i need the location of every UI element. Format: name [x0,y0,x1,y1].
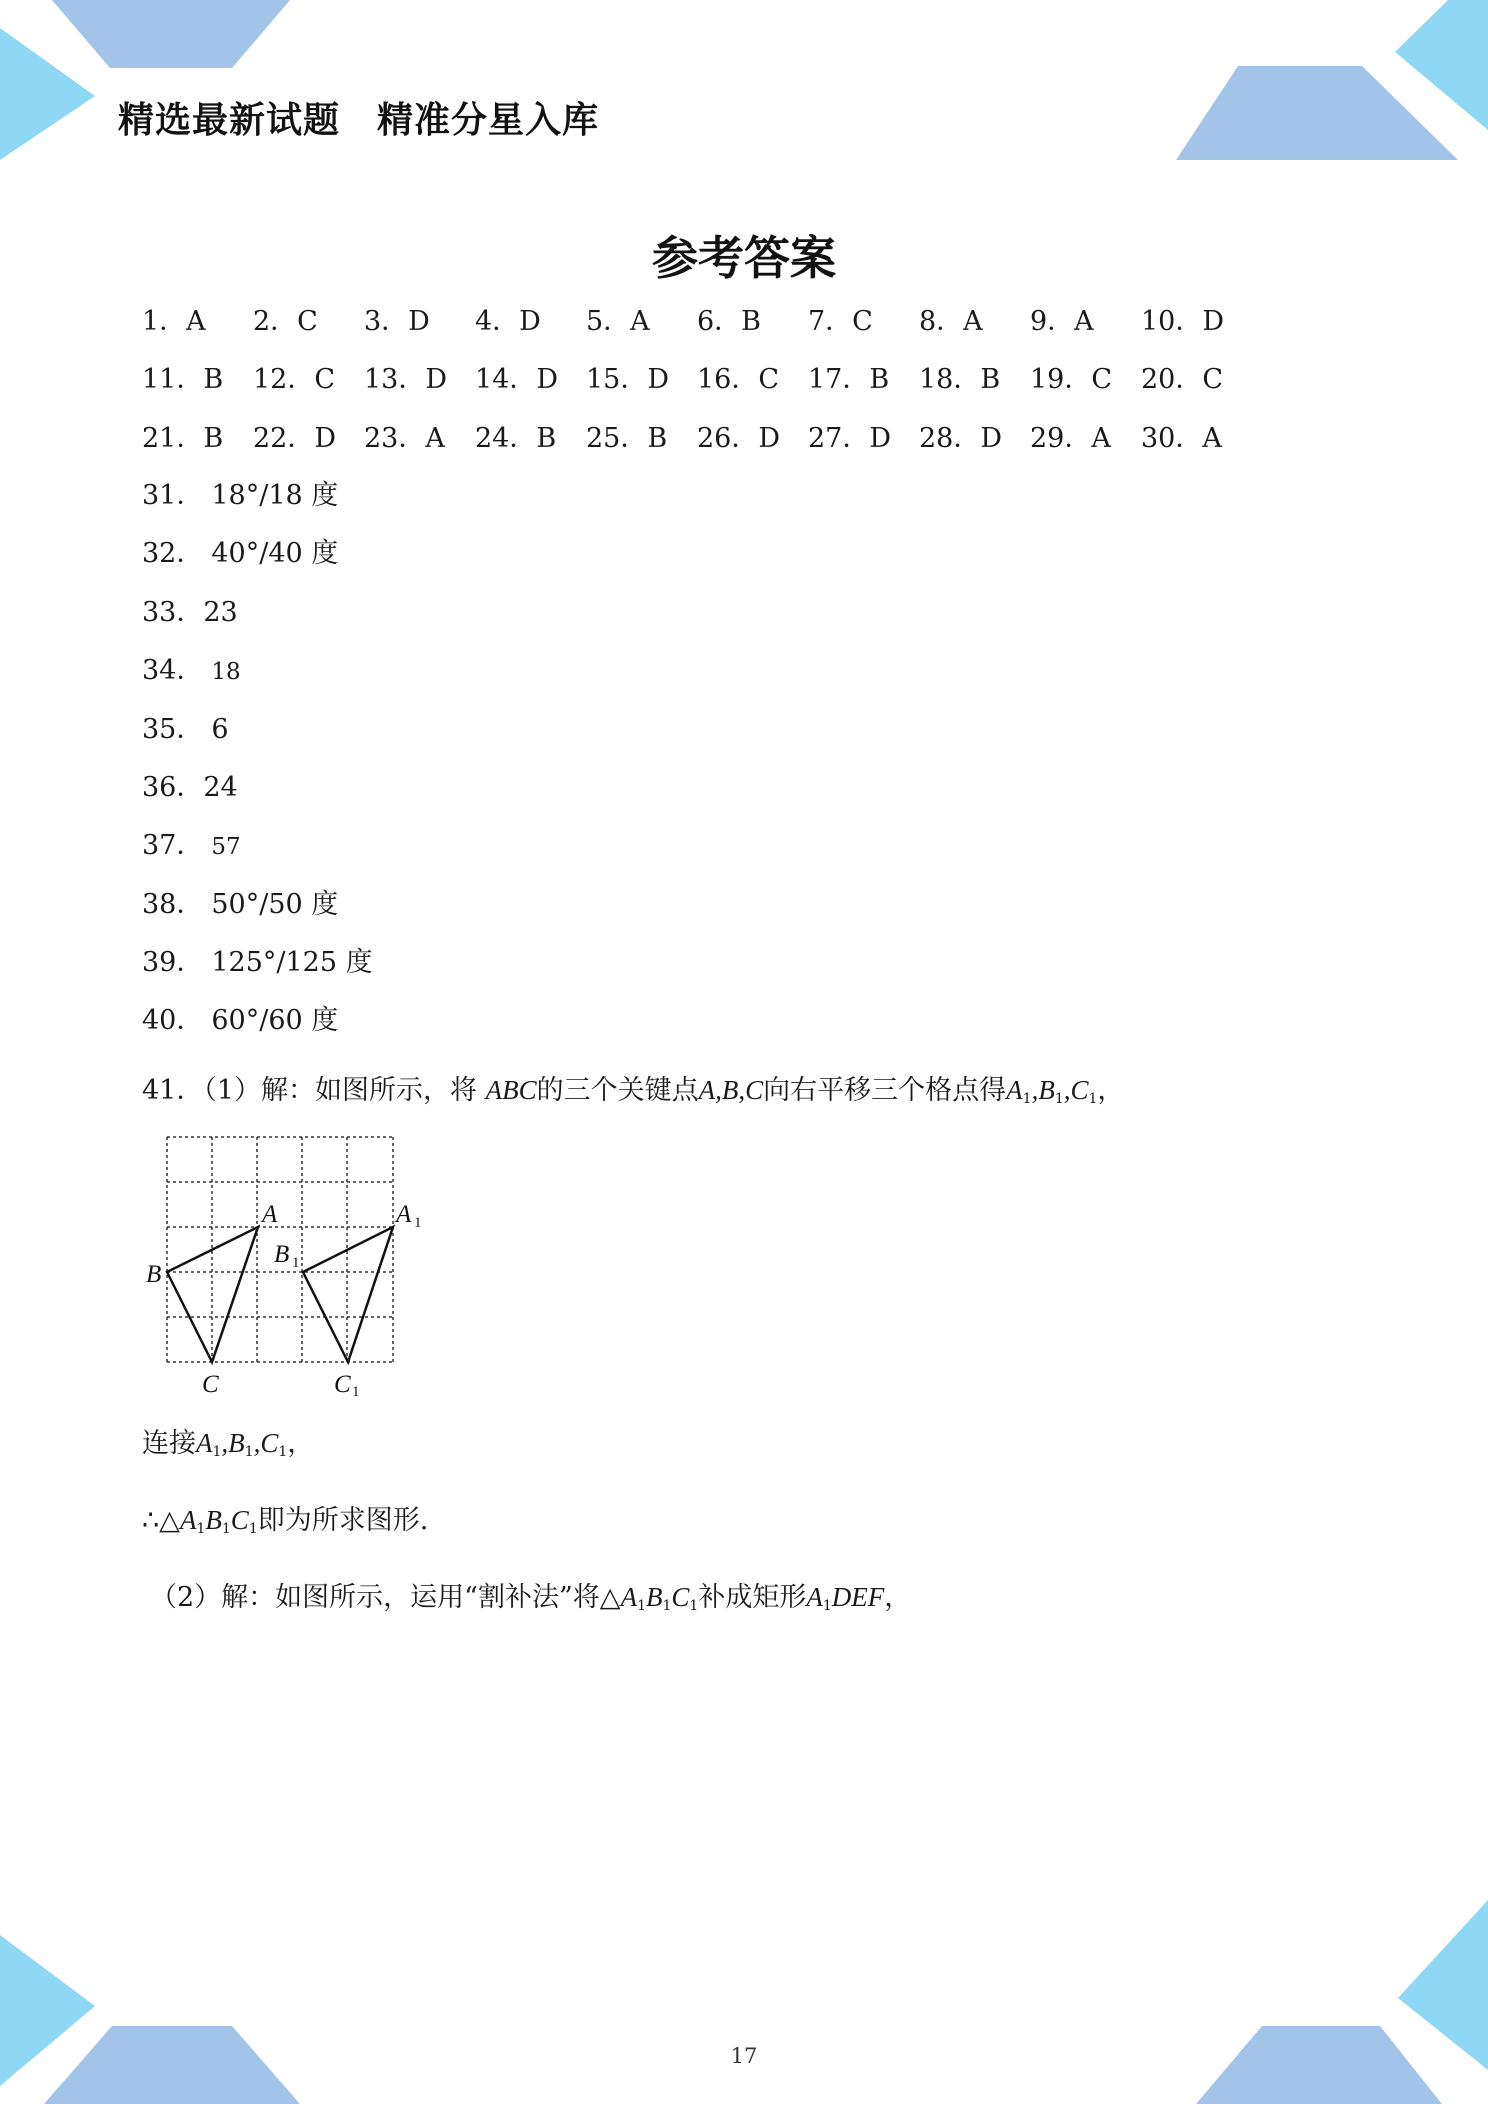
mc-answer: 17．B [808,364,890,395]
mc-answer: 10．D [1141,306,1225,337]
mc-answer: 18．B [919,364,1001,395]
mc-answer: 15．D [586,364,670,395]
mc-answer: 3．D [364,306,430,337]
mc-answer: 27．D [808,423,892,454]
mc-answer: 7．C [808,306,873,337]
label-a1: A [396,1201,412,1228]
mc-answer: 11．B [142,364,224,395]
fill-answer-32: 32． 40°/40 度 [142,538,339,569]
label-c: C [202,1371,219,1398]
mc-answer: 29．A [1030,423,1111,454]
mc-answer: 5．A [586,306,650,337]
label-b: B [146,1261,162,1288]
mc-row-2 [142,363,1252,397]
decor-top-left-trapezoid [52,0,290,68]
mc-answer: 20．C [1141,364,1224,395]
mc-row-3 [142,422,1252,456]
fill-answer-40: 40． 60°/60 度 [142,1005,339,1036]
mc-answer: 1．A [142,306,206,337]
mc-answer: 12．C [253,364,336,395]
page-number: 17 [730,2044,758,2068]
fill-answer-39: 39． 125°/125 度 [142,947,373,978]
mc-answer: 30．A [1141,423,1222,454]
q41-connect-text: 连接$A_1,B_1,C_1$， [142,1428,315,1460]
label-b1-subscript: 1 [292,1255,300,1271]
mc-answer: 4．D [475,306,541,337]
triangle-a1b1c1 [303,1227,393,1362]
translation-figure [138,1130,438,1400]
fill-answer-35: 35． 6 [142,714,229,745]
q41-part1-text: 41．（1）解：如图所示，将 ABC的三个关键点A,B,C向右平移三个格点得$A_1,B_1,C_1$， [142,1075,1125,1107]
mc-answer: 24．B [475,423,557,454]
decor-top-left-triangle [0,28,95,160]
mc-answer: 16．C [697,364,780,395]
mc-answer: 13．D [364,364,448,395]
fill-answer-38: 38． 50°/50 度 [142,889,339,920]
fill-answer-34: 34． 18 [142,655,241,686]
label-c1-subscript: 1 [352,1384,360,1400]
mc-answer: 22．D [253,423,337,454]
mc-answer: 25．B [586,423,668,454]
mc-answer: 6．B [697,306,762,337]
fill-answer-31: 31． 18°/18 度 [142,480,339,511]
fill-answer-33: 33．23 [142,597,238,628]
fill-answer-37: 37． 57 [142,830,241,861]
header-tagline: 精选最新试题 精准分星入库 [118,100,600,141]
mc-answer: 2．C [253,306,318,337]
mc-row-1 [142,305,1252,339]
mc-answer: 28．D [919,423,1003,454]
q41-conclusion-text: $\therefore\triangle A_1B_1C_1$即为所求图形. [142,1505,429,1537]
decor-top-right-triangle [1395,0,1488,130]
label-a1-subscript: 1 [414,1215,422,1231]
mc-answer: 26．D [697,423,781,454]
q41-part2-text: （2）解：如图所示，运用“割补法”将$\triangle A_1B_1C_1$补成矩形$A_1DEF$， [150,1582,912,1614]
mc-answer: 19．C [1030,364,1113,395]
mc-answer: 23．A [364,423,445,454]
label-a: A [262,1201,278,1228]
mc-answer: 8．A [919,306,983,337]
decor-top-right-trapezoid [1176,66,1458,160]
fill-answer-36: 36．24 [142,772,238,803]
mc-answer: 9．A [1030,306,1094,337]
page-title: 参考答案 [652,231,836,285]
mc-answer: 21．B [142,423,224,454]
label-c1: C [334,1371,351,1398]
label-b1: B [274,1241,290,1268]
mc-answer: 14．D [475,364,559,395]
